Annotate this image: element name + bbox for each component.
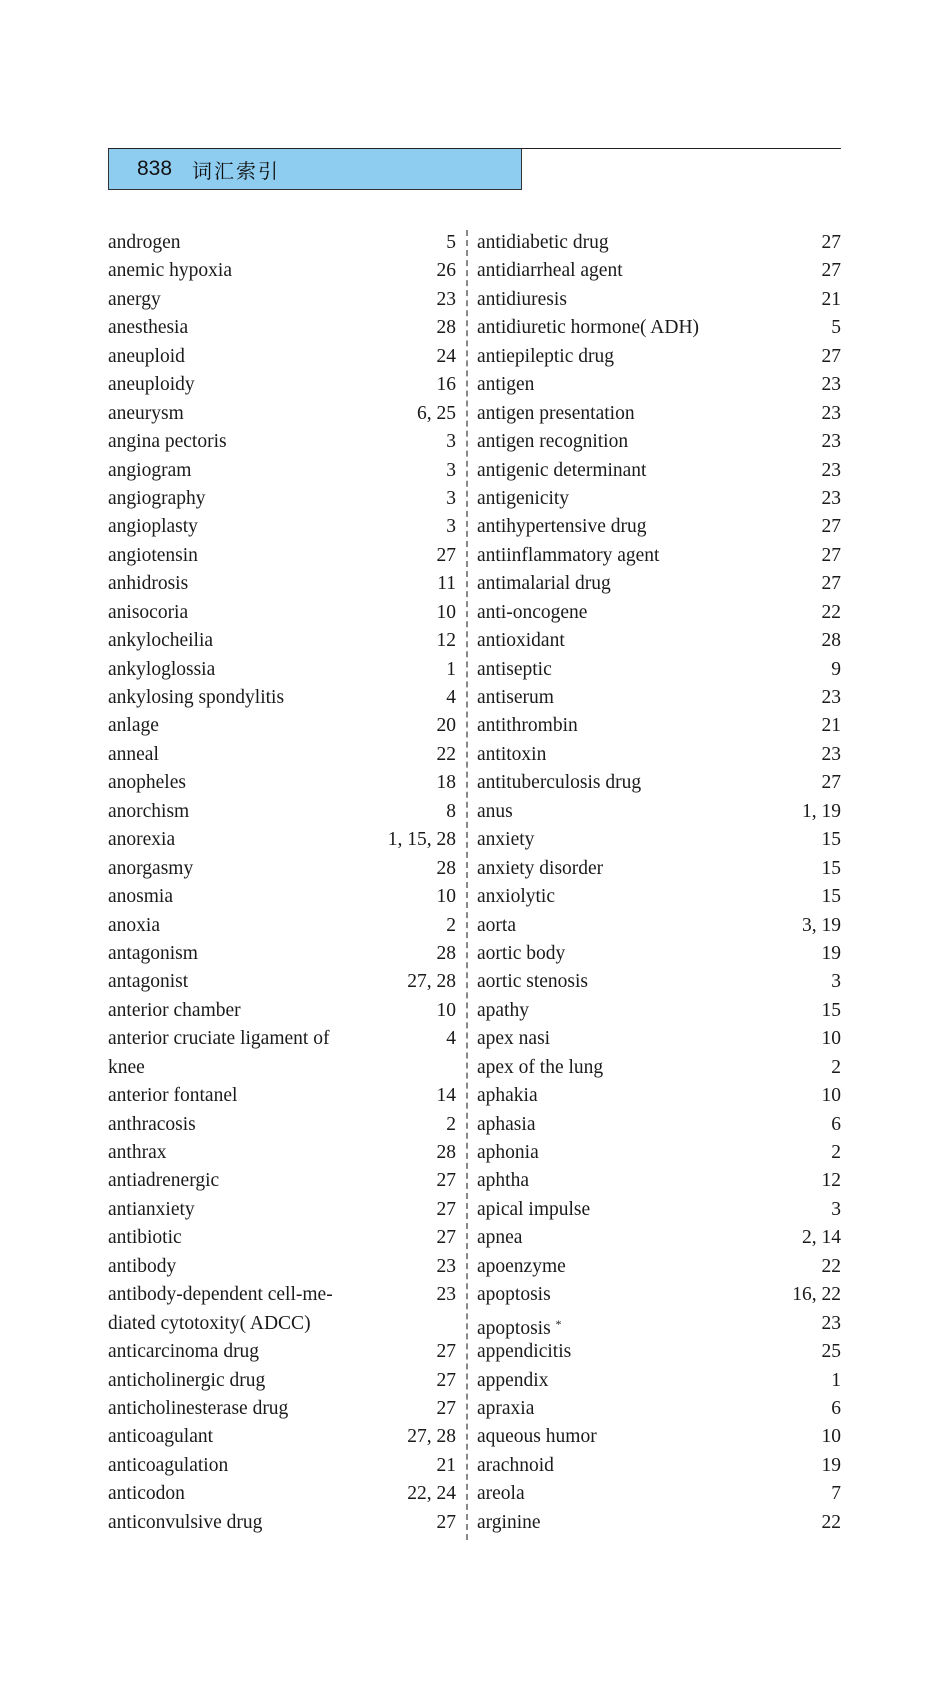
index-entry (108, 1167, 456, 1195)
index-term: anterior chamber (108, 999, 241, 1021)
index-entry (108, 712, 456, 740)
index-entry (477, 826, 841, 854)
index-page-numbers: 2, 14 (802, 1227, 841, 1249)
index-page-numbers: 28 (436, 942, 456, 964)
index-page-numbers: 5 (446, 232, 456, 253)
index-page-numbers: 22, 24 (407, 1483, 456, 1505)
index-entry (108, 798, 456, 826)
index-page-numbers: 27 (436, 1227, 456, 1249)
index-term: aneurysm (108, 402, 184, 424)
index-term: anemic hypoxia (108, 260, 232, 282)
index-term: aortic body (477, 942, 566, 964)
index-term: diated cytotoxity( ADCC) (108, 1312, 311, 1334)
index-term: aqueous humor (477, 1426, 597, 1448)
index-entry (108, 627, 456, 655)
index-term: appendicitis (477, 1341, 572, 1363)
index-page-numbers: 27 (821, 260, 841, 282)
index-page-numbers: 23 (821, 687, 841, 708)
index-page-numbers: 22 (436, 743, 456, 765)
index-entry (108, 229, 456, 257)
index-page-numbers: 3 (831, 1198, 841, 1220)
index-page-numbers: 1, 19 (802, 800, 841, 822)
index-entry (108, 457, 456, 485)
index-entry (477, 1480, 841, 1508)
index-term: antagonism (108, 942, 198, 964)
index-entry (108, 968, 456, 996)
index-entry (477, 1367, 841, 1395)
section-title: 词汇索引 (192, 158, 281, 183)
index-entry (477, 1253, 841, 1281)
index-entry (477, 883, 841, 911)
index-term: anosmia (108, 886, 173, 908)
index-term: angiography (108, 487, 206, 509)
index-term: aneuploid (108, 345, 185, 367)
index-page-numbers: 14 (436, 1085, 456, 1107)
index-page-numbers: 27 (821, 544, 841, 566)
index-entry (477, 1395, 841, 1423)
index-entry (477, 1281, 841, 1309)
index-page-numbers: 27, 28 (407, 971, 456, 993)
index-page-numbers: 10 (436, 886, 456, 908)
index-page-numbers: 3 (446, 516, 456, 538)
index-entry (477, 1196, 841, 1224)
index-term: antiinflammatory agent (477, 544, 660, 566)
index-entry (477, 314, 841, 342)
index-page-numbers: 2 (446, 1113, 456, 1135)
index-entry (108, 826, 456, 854)
index-entry (108, 1196, 456, 1224)
index-term: antigen recognition (477, 431, 629, 453)
index-entry (108, 684, 456, 712)
index-entry (477, 542, 841, 570)
index-term: antibiotic (108, 1227, 182, 1249)
index-entry (108, 883, 456, 911)
index-entry (477, 457, 841, 485)
index-entry (477, 712, 841, 740)
index-page-numbers: 27 (436, 1511, 456, 1533)
index-page-numbers: 23 (436, 1284, 456, 1306)
index-entry (108, 1310, 456, 1338)
index-term: aphonia (477, 1142, 539, 1163)
index-term: areola (477, 1483, 525, 1505)
index-entry (108, 400, 456, 428)
index-entry (477, 257, 841, 285)
index-entry (477, 485, 841, 513)
index-term: anopheles (108, 772, 186, 794)
index-term: antibody (108, 1255, 177, 1277)
index-term: anorexia (108, 829, 176, 851)
index-page-numbers: 3 (446, 487, 456, 509)
index-term: antidiarrheal agent (477, 260, 623, 282)
index-entry (477, 286, 841, 314)
index-page-numbers: 21 (436, 1454, 456, 1476)
index-term: apathy (477, 999, 529, 1021)
index-page-numbers: 1 (831, 1369, 841, 1391)
index-page-numbers: 9 (831, 658, 841, 680)
index-page-numbers: 23 (436, 1255, 456, 1277)
index-entry (477, 912, 841, 940)
index-term: angiotensin (108, 544, 198, 566)
index-entry (477, 428, 841, 456)
index-term: antiseptic (477, 658, 552, 680)
index-page-numbers: 25 (821, 1341, 841, 1363)
index-term: antihypertensive drug (477, 516, 647, 538)
index-entry (108, 1367, 456, 1395)
asterisk-mark: * (555, 1316, 562, 1331)
index-entry (477, 1082, 841, 1110)
index-entry (477, 371, 841, 399)
index-entry (477, 1452, 841, 1480)
index-term: appendix (477, 1369, 549, 1391)
index-page-numbers: 22 (821, 601, 841, 623)
index-term: antiserum (477, 687, 554, 708)
index-term: apical impulse (477, 1198, 591, 1220)
index-entry (477, 940, 841, 968)
index-entry (477, 1224, 841, 1252)
index-page-numbers: 2 (446, 914, 456, 936)
index-page-numbers: 27 (436, 1397, 456, 1419)
index-term: ankylosing spondylitis (108, 687, 285, 708)
index-term: angina pectoris (108, 431, 227, 453)
index-entry (108, 570, 456, 598)
index-page-numbers: 7 (831, 1483, 841, 1505)
index-term: androgen (108, 232, 181, 253)
index-page-numbers: 23 (821, 459, 841, 481)
index-page-numbers: 28 (436, 317, 456, 339)
index-page-numbers: 28 (821, 630, 841, 652)
index-page-numbers: 27 (436, 544, 456, 566)
index-page-numbers: 27 (436, 1170, 456, 1192)
index-entry (477, 968, 841, 996)
index-term: anticoagulant (108, 1426, 214, 1448)
index-entry (108, 1025, 456, 1053)
index-entry (477, 1423, 841, 1451)
index-page-numbers: 23 (821, 402, 841, 424)
index-term: antimalarial drug (477, 573, 611, 595)
index-page-numbers: 1 (446, 658, 456, 680)
index-entry (477, 627, 841, 655)
index-term: anlage (108, 715, 159, 737)
index-page-numbers: 28 (436, 857, 456, 879)
index-entry (108, 257, 456, 285)
index-entry (108, 542, 456, 570)
index-entry (108, 1395, 456, 1423)
index-page-numbers: 27 (436, 1341, 456, 1363)
index-entry (477, 997, 841, 1025)
index-page-numbers: 16 (436, 374, 456, 396)
index-entry (477, 855, 841, 883)
index-term: ankylocheilia (108, 630, 214, 652)
index-entry (108, 1338, 456, 1366)
index-page-numbers: 23 (821, 1312, 841, 1334)
index-term: anergy (108, 288, 161, 310)
index-term: antitoxin (477, 743, 547, 765)
index-page-numbers: 22 (821, 1511, 841, 1533)
index-term: aneuploidy (108, 374, 195, 396)
index-term: anthracosis (108, 1113, 196, 1135)
index-term: angiogram (108, 459, 192, 481)
index-entry (108, 314, 456, 342)
index-page-numbers: 27 (436, 1198, 456, 1220)
index-page-numbers: 10 (436, 601, 456, 623)
index-entry (477, 684, 841, 712)
index-page-numbers: 8 (446, 800, 456, 822)
index-term: anthrax (108, 1142, 167, 1163)
index-page-numbers: 21 (821, 715, 841, 737)
index-entry (477, 343, 841, 371)
index-entry (108, 371, 456, 399)
index-term: arginine (477, 1511, 541, 1533)
index-term: antianxiety (108, 1198, 195, 1220)
index-column-left (108, 229, 456, 1537)
index-term: antiepileptic drug (477, 345, 614, 367)
index-term: antagonist (108, 971, 189, 993)
index-page-numbers: 20 (436, 715, 456, 737)
index-term: anoxia (108, 914, 160, 936)
page-number: 838 (137, 157, 173, 180)
index-term: anorgasmy (108, 857, 194, 879)
index-entry (108, 1139, 456, 1167)
index-term: antidiuretic hormone( ADH) (477, 317, 700, 339)
index-term: aphasia (477, 1113, 536, 1135)
index-entry (108, 1253, 456, 1281)
index-term: anhidrosis (108, 573, 189, 595)
index-page-numbers: 23 (821, 487, 841, 509)
index-page-numbers: 27 (821, 232, 841, 253)
index-entry (477, 656, 841, 684)
index-entry (108, 940, 456, 968)
index-page-numbers: 5 (831, 317, 841, 339)
index-entry (108, 769, 456, 797)
index-page-numbers: 2 (831, 1142, 841, 1163)
index-entry (477, 1139, 841, 1167)
index-entry (108, 343, 456, 371)
index-entry (477, 1310, 841, 1338)
index-term: anxiety (477, 829, 535, 851)
index-page-numbers: 10 (821, 1426, 841, 1448)
index-entry (477, 599, 841, 627)
index-page-numbers: 15 (821, 829, 841, 851)
index-page-numbers: 18 (436, 772, 456, 794)
index-entry (477, 1167, 841, 1195)
index-page-numbers: 27 (821, 345, 841, 367)
index-page-numbers: 2 (831, 1056, 841, 1078)
index-page-numbers: 12 (821, 1170, 841, 1192)
index-entry (477, 1025, 841, 1053)
index-entry (108, 599, 456, 627)
index-page-numbers: 27 (821, 772, 841, 794)
index-entry (108, 1281, 456, 1309)
index-page-numbers: 19 (821, 942, 841, 964)
index-term: antioxidant (477, 630, 565, 652)
index-page-numbers: 23 (821, 743, 841, 765)
index-entry (477, 769, 841, 797)
index-term: aortic stenosis (477, 971, 589, 993)
index-page-numbers: 6 (831, 1113, 841, 1135)
index-term: antidiabetic drug (477, 232, 609, 253)
index-entry (477, 1111, 841, 1139)
index-page-numbers: 27 (436, 1369, 456, 1391)
index-page-numbers: 28 (436, 1142, 456, 1163)
index-term: antidiuresis (477, 288, 567, 310)
index-term: anneal (108, 743, 159, 765)
index-term: anisocoria (108, 601, 189, 623)
index-page-numbers: 1, 15, 28 (387, 829, 456, 851)
index-entry (108, 997, 456, 1025)
index-term: anesthesia (108, 317, 189, 339)
index-term: antituberculosis drug (477, 772, 642, 794)
index-entry (108, 1509, 456, 1537)
index-page-numbers: 12 (436, 630, 456, 652)
index-entry (108, 1480, 456, 1508)
index-page-numbers: 15 (821, 886, 841, 908)
index-page-numbers: 3 (446, 459, 456, 481)
index-page-numbers: 10 (436, 999, 456, 1021)
index-page-numbers: 15 (821, 857, 841, 879)
index-term: anus (477, 800, 513, 822)
index-entry (108, 1111, 456, 1139)
index-entry (108, 1054, 456, 1082)
index-page-numbers: 4 (446, 687, 456, 708)
index-page-numbers: 4 (446, 1028, 456, 1050)
index-entry (477, 570, 841, 598)
index-term: anticoagulation (108, 1454, 229, 1476)
index-entry (108, 485, 456, 513)
index-term: knee (108, 1056, 145, 1078)
index-entry (477, 741, 841, 769)
index-term: angioplasty (108, 516, 198, 538)
index-page-numbers: 3 (831, 971, 841, 993)
index-term: anorchism (108, 800, 190, 822)
index-page-numbers: 10 (821, 1028, 841, 1050)
index-term: antigenic determinant (477, 459, 647, 481)
index-term: antigen (477, 374, 535, 396)
index-term: antigen presentation (477, 402, 635, 424)
index-term: antigenicity (477, 487, 570, 509)
index-entry (477, 798, 841, 826)
index-entry (108, 1082, 456, 1110)
index-page-numbers: 3, 19 (802, 914, 841, 936)
index-entry (108, 656, 456, 684)
index-entry (477, 1338, 841, 1366)
index-page-numbers: 19 (821, 1454, 841, 1476)
index-column-right (477, 229, 841, 1537)
index-term: apex of the lung (477, 1056, 604, 1078)
index-entry (477, 1509, 841, 1537)
index-entry (108, 855, 456, 883)
index-term: antithrombin (477, 715, 578, 737)
index-entry (477, 229, 841, 257)
index-page-numbers: 26 (436, 260, 456, 282)
index-term: antibody-dependent cell-me- (108, 1284, 333, 1306)
index-page-numbers: 27 (821, 516, 841, 538)
index-page-numbers: 23 (821, 431, 841, 453)
index-entry (108, 1224, 456, 1252)
index-entry (108, 286, 456, 314)
index-page-numbers: 15 (821, 999, 841, 1021)
running-header (108, 149, 522, 190)
index-page-numbers: 21 (821, 288, 841, 310)
index-page-numbers: 10 (821, 1085, 841, 1107)
index-term: anti-oncogene (477, 601, 588, 623)
index-term: apex nasi (477, 1028, 551, 1050)
index-term: apoenzyme (477, 1255, 566, 1277)
index-entry (108, 1423, 456, 1451)
index-term: anticarcinoma drug (108, 1341, 260, 1363)
index-term: anxiety disorder (477, 857, 604, 879)
index-page-numbers: 27 (821, 573, 841, 595)
index-term: apoptosis * (477, 1316, 562, 1339)
index-term: ankyloglossia (108, 658, 216, 680)
column-divider (466, 230, 468, 1540)
index-term: arachnoid (477, 1454, 554, 1476)
index-term: anxiolytic (477, 886, 555, 908)
index-term: anticodon (108, 1483, 185, 1505)
index-term: anticholinergic drug (108, 1369, 266, 1391)
index-entry (108, 741, 456, 769)
index-entry (477, 513, 841, 541)
index-page-numbers: 3 (446, 431, 456, 453)
index-term: aorta (477, 914, 516, 936)
index-term: aphtha (477, 1170, 529, 1192)
index-term: anterior cruciate ligament of (108, 1028, 330, 1050)
index-page-numbers: 16, 22 (792, 1284, 841, 1306)
index-entry (477, 400, 841, 428)
index-page-numbers: 22 (821, 1255, 841, 1277)
index-page-numbers: 6, 25 (417, 402, 456, 424)
index-page-numbers: 6 (831, 1397, 841, 1419)
index-page-numbers: 27, 28 (407, 1426, 456, 1448)
index-entry (108, 428, 456, 456)
index-term: aphakia (477, 1085, 538, 1107)
index-entry (108, 513, 456, 541)
index-entry (108, 1452, 456, 1480)
index-term: anticonvulsive drug (108, 1511, 263, 1533)
index-page-numbers: 23 (436, 288, 456, 310)
index-page-numbers: 23 (821, 374, 841, 396)
index-term: apraxia (477, 1397, 535, 1419)
index-term: apoptosis (477, 1284, 551, 1306)
index-page-numbers: 24 (436, 345, 456, 367)
index-term: antiadrenergic (108, 1170, 220, 1192)
index-entry (477, 1054, 841, 1082)
index-page-numbers: 11 (437, 573, 456, 595)
index-term: apnea (477, 1227, 523, 1249)
index-term: anticholinesterase drug (108, 1397, 289, 1419)
index-term: anterior fontanel (108, 1085, 238, 1107)
index-entry (108, 912, 456, 940)
